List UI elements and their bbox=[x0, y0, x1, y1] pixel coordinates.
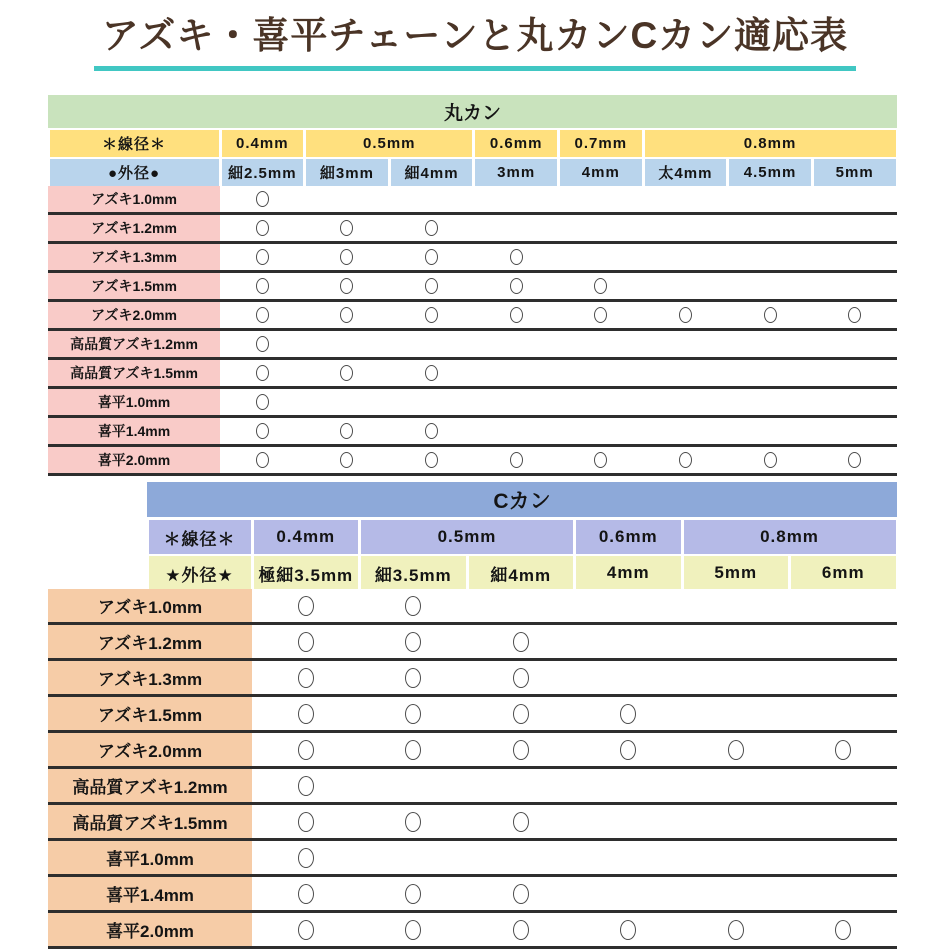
mark-cell bbox=[467, 589, 575, 622]
compatibility-circle-icon bbox=[298, 596, 314, 616]
row-label: 喜平1.0mm bbox=[48, 841, 252, 874]
mark-cell bbox=[682, 913, 790, 946]
compatibility-circle-icon bbox=[425, 278, 438, 294]
compatibility-circle-icon bbox=[513, 668, 529, 688]
compatibility-circle-icon bbox=[298, 704, 314, 724]
compatibility-circle-icon bbox=[256, 394, 269, 410]
compatibility-circle-icon bbox=[256, 249, 269, 265]
compatibility-circle-icon bbox=[728, 740, 744, 760]
mark-cell bbox=[220, 331, 305, 357]
table-row bbox=[48, 244, 897, 273]
mark-cell bbox=[252, 841, 360, 874]
compatibility-circle-icon bbox=[620, 740, 636, 760]
mark-cell bbox=[467, 661, 575, 694]
mark-cell bbox=[474, 360, 559, 386]
compatibility-circle-icon bbox=[425, 249, 438, 265]
mark-cell bbox=[467, 805, 575, 838]
mark-cell bbox=[474, 418, 559, 444]
mark-cell bbox=[252, 805, 360, 838]
mark-cell bbox=[790, 841, 898, 874]
row-label: アズキ1.3mm bbox=[48, 661, 252, 694]
table-row bbox=[48, 877, 897, 913]
mark-cell bbox=[305, 447, 390, 473]
mark-cell bbox=[575, 661, 683, 694]
mark-cell bbox=[474, 331, 559, 357]
table-row bbox=[48, 418, 897, 447]
mark-cell bbox=[305, 360, 390, 386]
mark-cell bbox=[682, 661, 790, 694]
mark-cell bbox=[305, 389, 390, 415]
mark-cell bbox=[643, 447, 728, 473]
row-label: 高品質アズキ1.5mm bbox=[48, 360, 220, 386]
compatibility-circle-icon bbox=[510, 452, 523, 468]
compatibility-circle-icon bbox=[513, 920, 529, 940]
mark-cell bbox=[575, 805, 683, 838]
wire-size-cell: 0.7mm bbox=[560, 130, 642, 157]
mark-cell bbox=[360, 697, 468, 730]
mark-cell bbox=[220, 418, 305, 444]
mark-cell bbox=[389, 273, 474, 299]
mark-cell bbox=[559, 244, 644, 270]
mark-cell bbox=[682, 733, 790, 766]
compatibility-circle-icon bbox=[510, 249, 523, 265]
mark-cell bbox=[575, 697, 683, 730]
compatibility-circle-icon bbox=[298, 740, 314, 760]
mark-cell bbox=[559, 186, 644, 212]
compatibility-circle-icon bbox=[405, 884, 421, 904]
mark-cell bbox=[220, 244, 305, 270]
compatibility-circle-icon bbox=[340, 307, 353, 323]
row-label: アズキ1.2mm bbox=[48, 215, 220, 241]
mark-cell bbox=[728, 447, 813, 473]
row-label: アズキ1.5mm bbox=[48, 273, 220, 299]
compatibility-circle-icon bbox=[510, 307, 523, 323]
outer-size-cell: 3mm bbox=[475, 159, 557, 186]
compatibility-circle-icon bbox=[513, 632, 529, 652]
mark-cell bbox=[305, 215, 390, 241]
compatibility-circle-icon bbox=[425, 307, 438, 323]
mark-cell bbox=[728, 244, 813, 270]
table-row bbox=[48, 625, 897, 661]
table-title: 丸カン bbox=[48, 95, 897, 128]
row-label: アズキ1.5mm bbox=[48, 697, 252, 730]
compatibility-circle-icon bbox=[256, 220, 269, 236]
table-row bbox=[48, 805, 897, 841]
mark-cell bbox=[643, 331, 728, 357]
mark-cell bbox=[305, 244, 390, 270]
mark-cell bbox=[389, 302, 474, 328]
outer-size-cell: 極細3.5mm bbox=[254, 556, 359, 590]
compatibility-circle-icon bbox=[298, 776, 314, 796]
mark-cell bbox=[305, 186, 390, 212]
mark-cell bbox=[360, 625, 468, 658]
compatibility-circle-icon bbox=[425, 365, 438, 381]
compatibility-circle-icon bbox=[510, 278, 523, 294]
table-row bbox=[48, 186, 897, 215]
mark-cell bbox=[305, 331, 390, 357]
mark-cell bbox=[575, 589, 683, 622]
mark-cell bbox=[575, 769, 683, 802]
compatibility-circle-icon bbox=[728, 920, 744, 940]
mark-cell bbox=[682, 625, 790, 658]
table-row bbox=[48, 697, 897, 733]
compatibility-circle-icon bbox=[513, 740, 529, 760]
compatibility-circle-icon bbox=[256, 336, 269, 352]
mark-cell bbox=[790, 877, 898, 910]
compatibility-circle-icon bbox=[594, 307, 607, 323]
compatibility-circle-icon bbox=[848, 307, 861, 323]
wire-size-cell: 0.5mm bbox=[361, 520, 573, 554]
outer-size-cell: 太4mm bbox=[645, 159, 727, 186]
outer-size-cell: 細4mm bbox=[469, 556, 574, 590]
mark-cell bbox=[360, 589, 468, 622]
mark-cell bbox=[220, 389, 305, 415]
mark-cell bbox=[467, 625, 575, 658]
mark-cell bbox=[389, 215, 474, 241]
mark-cell bbox=[559, 447, 644, 473]
outer-size-cell: 細3mm bbox=[306, 159, 388, 186]
compatibility-circle-icon bbox=[298, 884, 314, 904]
table-row bbox=[48, 389, 897, 418]
compatibility-circle-icon bbox=[298, 632, 314, 652]
table-row bbox=[48, 769, 897, 805]
mark-cell bbox=[812, 186, 897, 212]
table-row bbox=[48, 331, 897, 360]
compatibility-circle-icon bbox=[340, 365, 353, 381]
outer-size-cell: 4mm bbox=[560, 159, 642, 186]
table-row bbox=[48, 733, 897, 769]
wire-diameter-row bbox=[147, 520, 897, 554]
table-row bbox=[48, 302, 897, 331]
mark-cell bbox=[682, 877, 790, 910]
row-label: 高品質アズキ1.2mm bbox=[48, 331, 220, 357]
mark-cell bbox=[389, 331, 474, 357]
mark-cell bbox=[682, 805, 790, 838]
wire-size-cell: 0.5mm bbox=[306, 130, 472, 157]
compatibility-circle-icon bbox=[425, 452, 438, 468]
mark-cell bbox=[575, 841, 683, 874]
mark-cell bbox=[220, 302, 305, 328]
mark-cell bbox=[389, 244, 474, 270]
mark-cell bbox=[643, 273, 728, 299]
wire-size-cell: 0.6mm bbox=[576, 520, 681, 554]
mark-cell bbox=[559, 360, 644, 386]
mark-cell bbox=[643, 186, 728, 212]
mark-cell bbox=[812, 418, 897, 444]
mark-cell bbox=[728, 186, 813, 212]
outer-diameter-row bbox=[48, 159, 897, 186]
mark-cell bbox=[575, 625, 683, 658]
compatibility-circle-icon bbox=[513, 704, 529, 724]
outer-size-cell: 6mm bbox=[791, 556, 896, 590]
compatibility-circle-icon bbox=[835, 920, 851, 940]
compatibility-circle-icon bbox=[620, 704, 636, 724]
mark-cell bbox=[474, 215, 559, 241]
outer-size-cell: 細2.5mm bbox=[222, 159, 304, 186]
wire-size-cell: 0.8mm bbox=[645, 130, 896, 157]
row-label: 喜平2.0mm bbox=[48, 913, 252, 946]
mark-cell bbox=[643, 244, 728, 270]
table-title: Cカン bbox=[147, 482, 897, 517]
mark-cell bbox=[474, 447, 559, 473]
compatibility-circle-icon bbox=[425, 220, 438, 236]
wire-diameter-row bbox=[48, 130, 897, 157]
compatibility-circle-icon bbox=[298, 848, 314, 868]
table-row bbox=[48, 215, 897, 244]
mark-cell bbox=[252, 589, 360, 622]
mark-cell bbox=[812, 389, 897, 415]
mark-cell bbox=[360, 733, 468, 766]
outer-size-cell: 5mm bbox=[814, 159, 896, 186]
mark-cell bbox=[790, 805, 898, 838]
mark-cell bbox=[728, 360, 813, 386]
mark-cell bbox=[643, 302, 728, 328]
mark-cell bbox=[812, 447, 897, 473]
compatibility-circle-icon bbox=[256, 365, 269, 381]
mark-cell bbox=[812, 331, 897, 357]
compatibility-circle-icon bbox=[256, 191, 269, 207]
wire-row-label: ＊線径＊ bbox=[149, 520, 251, 554]
row-label: 喜平1.4mm bbox=[48, 418, 220, 444]
compatibility-circle-icon bbox=[405, 668, 421, 688]
mark-cell bbox=[474, 389, 559, 415]
mark-cell bbox=[559, 215, 644, 241]
outer-row-label: ★外径★ bbox=[149, 556, 251, 590]
compatibility-circle-icon bbox=[298, 668, 314, 688]
compatibility-circle-icon bbox=[848, 452, 861, 468]
mark-cell bbox=[559, 418, 644, 444]
compatibility-circle-icon bbox=[256, 452, 269, 468]
mark-cell bbox=[728, 389, 813, 415]
mark-cell bbox=[575, 913, 683, 946]
compatibility-circle-icon bbox=[405, 740, 421, 760]
compatibility-circle-icon bbox=[405, 632, 421, 652]
mark-cell bbox=[220, 273, 305, 299]
mark-cell bbox=[643, 389, 728, 415]
mark-cell bbox=[559, 331, 644, 357]
mark-cell bbox=[682, 769, 790, 802]
compatibility-circle-icon bbox=[340, 423, 353, 439]
compatibility-circle-icon bbox=[679, 307, 692, 323]
mark-cell bbox=[467, 733, 575, 766]
compatibility-circle-icon bbox=[340, 278, 353, 294]
mark-cell bbox=[467, 769, 575, 802]
mark-cell bbox=[474, 186, 559, 212]
compatibility-circle-icon bbox=[513, 812, 529, 832]
row-label: アズキ2.0mm bbox=[48, 302, 220, 328]
compatibility-circle-icon bbox=[513, 884, 529, 904]
compatibility-circle-icon bbox=[620, 920, 636, 940]
mark-cell bbox=[474, 273, 559, 299]
mark-cell bbox=[728, 331, 813, 357]
table-row bbox=[48, 841, 897, 877]
row-label: アズキ1.0mm bbox=[48, 589, 252, 622]
mark-cell bbox=[812, 360, 897, 386]
mark-cell bbox=[252, 625, 360, 658]
mark-cell bbox=[252, 877, 360, 910]
page-title: アズキ・喜平チェーンと丸カンCカン適応表 bbox=[94, 12, 856, 71]
mark-cell bbox=[575, 733, 683, 766]
mark-cell bbox=[790, 733, 898, 766]
row-label: 喜平1.0mm bbox=[48, 389, 220, 415]
mark-cell bbox=[790, 697, 898, 730]
mark-cell bbox=[252, 697, 360, 730]
row-label: 高品質アズキ1.2mm bbox=[48, 769, 252, 802]
compatibility-circle-icon bbox=[298, 812, 314, 832]
table-row bbox=[48, 589, 897, 625]
mark-cell bbox=[559, 389, 644, 415]
mark-cell bbox=[790, 913, 898, 946]
mark-cell bbox=[812, 273, 897, 299]
compatibility-circle-icon bbox=[764, 307, 777, 323]
compatibility-circle-icon bbox=[298, 920, 314, 940]
compatibility-circle-icon bbox=[340, 452, 353, 468]
outer-row-label: ●外径● bbox=[50, 159, 219, 186]
row-label: 喜平2.0mm bbox=[48, 447, 220, 473]
mark-cell bbox=[360, 841, 468, 874]
wire-size-cell: 0.8mm bbox=[684, 520, 896, 554]
mark-cell bbox=[728, 273, 813, 299]
mark-cell bbox=[682, 841, 790, 874]
compatibility-circle-icon bbox=[594, 278, 607, 294]
mark-cell bbox=[305, 302, 390, 328]
outer-diameter-row bbox=[147, 556, 897, 590]
mark-cell bbox=[360, 769, 468, 802]
mark-cell bbox=[682, 697, 790, 730]
mark-cell bbox=[790, 661, 898, 694]
mark-cell bbox=[812, 215, 897, 241]
wire-row-label: ＊線径＊ bbox=[50, 130, 219, 157]
wire-size-cell: 0.4mm bbox=[222, 130, 304, 157]
compatibility-circle-icon bbox=[764, 452, 777, 468]
mark-cell bbox=[305, 418, 390, 444]
compatibility-circle-icon bbox=[405, 812, 421, 832]
row-label: アズキ1.0mm bbox=[48, 186, 220, 212]
ckan-table-body bbox=[48, 589, 897, 949]
mark-cell bbox=[559, 302, 644, 328]
mark-cell bbox=[474, 244, 559, 270]
mark-cell bbox=[728, 302, 813, 328]
title-wrap bbox=[0, 12, 950, 71]
mark-cell bbox=[643, 215, 728, 241]
mark-cell bbox=[252, 733, 360, 766]
compatibility-circle-icon bbox=[835, 740, 851, 760]
compatibility-circle-icon bbox=[256, 307, 269, 323]
row-label: アズキ1.2mm bbox=[48, 625, 252, 658]
mark-cell bbox=[220, 447, 305, 473]
compatibility-circle-icon bbox=[425, 423, 438, 439]
mark-cell bbox=[389, 389, 474, 415]
mark-cell bbox=[252, 769, 360, 802]
compatibility-circle-icon bbox=[405, 596, 421, 616]
wire-size-cell: 0.6mm bbox=[475, 130, 557, 157]
mark-cell bbox=[220, 360, 305, 386]
mark-cell bbox=[389, 418, 474, 444]
marukan-table bbox=[48, 95, 897, 476]
outer-size-cell: 4mm bbox=[576, 556, 681, 590]
mark-cell bbox=[220, 186, 305, 212]
table-row bbox=[48, 913, 897, 949]
mark-cell bbox=[467, 841, 575, 874]
compatibility-circle-icon bbox=[679, 452, 692, 468]
mark-cell bbox=[559, 273, 644, 299]
mark-cell bbox=[790, 769, 898, 802]
mark-cell bbox=[812, 244, 897, 270]
row-label: 高品質アズキ1.5mm bbox=[48, 805, 252, 838]
outer-size-cell: 5mm bbox=[684, 556, 789, 590]
table-row bbox=[48, 447, 897, 476]
compatibility-circle-icon bbox=[594, 452, 607, 468]
mark-cell bbox=[389, 447, 474, 473]
mark-cell bbox=[728, 418, 813, 444]
mark-cell bbox=[643, 418, 728, 444]
mark-cell bbox=[360, 913, 468, 946]
mark-cell bbox=[360, 805, 468, 838]
compatibility-circle-icon bbox=[405, 704, 421, 724]
outer-size-cell: 細3.5mm bbox=[361, 556, 466, 590]
mark-cell bbox=[467, 697, 575, 730]
mark-cell bbox=[220, 215, 305, 241]
mark-cell bbox=[467, 913, 575, 946]
compatibility-circle-icon bbox=[340, 249, 353, 265]
wire-size-cell: 0.4mm bbox=[254, 520, 359, 554]
outer-size-cell: 4.5mm bbox=[729, 159, 811, 186]
mark-cell bbox=[728, 215, 813, 241]
row-label: アズキ1.3mm bbox=[48, 244, 220, 270]
row-label: 喜平1.4mm bbox=[48, 877, 252, 910]
table-row bbox=[48, 360, 897, 389]
table-row bbox=[48, 273, 897, 302]
outer-size-cell: 細4mm bbox=[391, 159, 473, 186]
mark-cell bbox=[389, 360, 474, 386]
compatibility-circle-icon bbox=[405, 920, 421, 940]
mark-cell bbox=[389, 186, 474, 212]
ckan-table-header bbox=[147, 482, 897, 590]
mark-cell bbox=[682, 589, 790, 622]
row-label: アズキ2.0mm bbox=[48, 733, 252, 766]
mark-cell bbox=[575, 877, 683, 910]
mark-cell bbox=[467, 877, 575, 910]
compatibility-circle-icon bbox=[256, 278, 269, 294]
mark-cell bbox=[252, 661, 360, 694]
mark-cell bbox=[360, 661, 468, 694]
compatibility-circle-icon bbox=[340, 220, 353, 236]
table-row bbox=[48, 661, 897, 697]
compatibility-circle-icon bbox=[256, 423, 269, 439]
mark-cell bbox=[305, 273, 390, 299]
mark-cell bbox=[643, 360, 728, 386]
mark-cell bbox=[474, 302, 559, 328]
mark-cell bbox=[790, 625, 898, 658]
mark-cell bbox=[812, 302, 897, 328]
mark-cell bbox=[790, 589, 898, 622]
mark-cell bbox=[360, 877, 468, 910]
mark-cell bbox=[252, 913, 360, 946]
